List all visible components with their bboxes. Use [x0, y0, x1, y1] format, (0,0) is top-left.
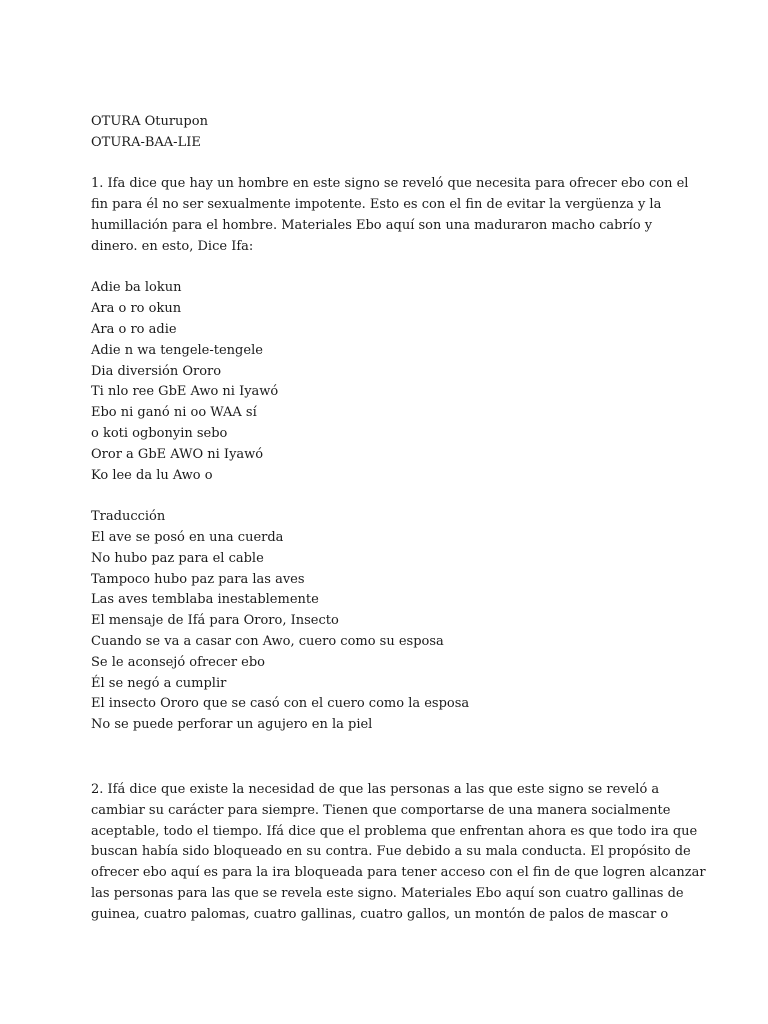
translation-heading: Traducción: [91, 509, 166, 525]
paragraph-2-line: ofrecer ebo aquí es para la ira bloqueada para tener acceso con el fin de que logren alcanzar: [91, 865, 706, 881]
verse-line: Adie n wa tengele-tengele: [91, 342, 263, 358]
spacer: [91, 486, 691, 507]
verse-line: Adie ba lokun: [91, 280, 182, 296]
paragraph-1-line: 1. Ifa dice que hay un hombre en este signo se reveló que necesita para ofrecer ebo con el: [91, 176, 689, 192]
verse-block: [91, 278, 691, 486]
translation-line: Cuando se va a casar con Awo, cuero como su esposa: [91, 633, 444, 649]
paragraph-2: [91, 780, 706, 926]
translation-line: No se puede perforar un agujero en la piel: [91, 717, 373, 733]
translation-line: El mensaje de Ifá para Ororo, Insecto: [91, 613, 339, 629]
spacer: [91, 736, 691, 780]
translation-block: [91, 528, 691, 736]
paragraph-1-line: dinero. en esto, Dice Ifa:: [91, 238, 254, 254]
paragraph-2-line: buscan había sido bloqueado en su contra. Fue debido a su mala conducta. El propósito de: [91, 844, 691, 860]
verse-line: Dia diversión Ororo: [91, 363, 222, 379]
translation-line: Se le aconsejó ofrecer ebo: [91, 654, 266, 670]
paragraph-2-line: las personas para las que se revela este signo. Materiales Ebo aquí son cuatro gallinas de: [91, 885, 684, 901]
paragraph-2-line: cambiar su carácter para siempre. Tienen que comportarse de una manera socialmente: [91, 802, 671, 818]
paragraph-1-line: humillación para el hombre. Materiales Ebo aquí son una maduraron macho cabrío y: [91, 217, 653, 233]
verse-line: Oror a GbE AWO ni Iyawó: [91, 446, 264, 462]
verse-line: Ti nlo ree GbE Awo ni Iyawó: [91, 384, 279, 400]
document-body: [91, 112, 706, 925]
translation-line: No hubo paz para el cable: [91, 550, 264, 566]
verse-line: o koti ogbonyin sebo: [91, 425, 228, 441]
document-title: OTURA Oturupon: [91, 114, 208, 129]
spacer: [91, 154, 691, 175]
translation-line: Las aves temblaba inestablemente: [91, 592, 319, 608]
translation-line: El ave se posó en una cuerda: [91, 529, 284, 545]
verse-line: Ara o ro okun: [91, 301, 182, 317]
paragraph-2-line: aceptable, todo el tiempo. Ifá dice que el problema que enfrentan ahora es que todo ira que: [91, 823, 698, 839]
verse-line: Ara o ro adie: [91, 321, 177, 337]
translation-line: El insecto Ororo que se casó con el cuero como la esposa: [91, 696, 470, 712]
verse-line: Ebo ni ganó ni oo WAA sí: [91, 405, 257, 421]
spacer: [91, 258, 691, 279]
paragraph-2-line: guinea, cuatro palomas, cuatro gallinas, cuatro gallos, un montón de palos de mascar o: [91, 906, 669, 922]
translation-line: Tampoco hubo paz para las aves: [91, 571, 305, 587]
translation-line: Él se negó a cumplir: [91, 675, 227, 691]
document-subtitle: OTURA-BAA-LIE: [91, 134, 201, 150]
verse-line: Ko lee da lu Awo o: [91, 467, 213, 483]
paragraph-2-line: 2. Ifá dice que existe la necesidad de que las personas a las que este signo se reveló a: [91, 781, 660, 797]
paragraph-1: [91, 174, 691, 257]
paragraph-1-line: fin para él no ser sexualmente impotente. Esto es con el fin de evitar la vergüenza y la: [91, 197, 662, 213]
